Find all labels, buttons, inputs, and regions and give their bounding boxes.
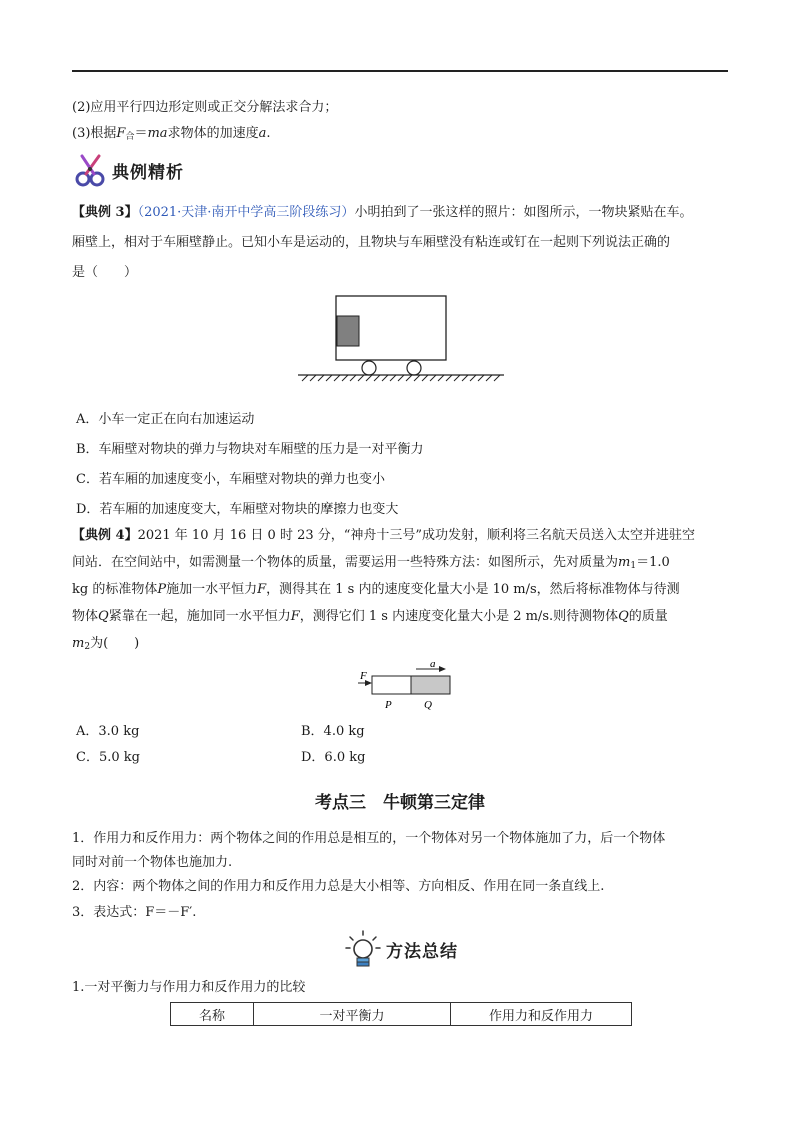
method-summary-banner bbox=[344, 929, 458, 969]
cart-figure bbox=[294, 292, 508, 382]
banner-title: 典例精析 bbox=[112, 162, 184, 183]
banner-title: 方法总结 bbox=[386, 941, 458, 962]
example-4-line-1: 【典例 4】2021 年 10 月 16 日 0 时 23 分，“神舟十三号”成功发射，顺利将三名航天员送入太空并进驻空 bbox=[72, 528, 696, 543]
point-3: 3．表达式：F＝－F′. bbox=[72, 905, 197, 920]
example-4-option-b: B．4.0 kg bbox=[301, 724, 365, 739]
typical-example-banner bbox=[74, 152, 184, 188]
ground-hatch bbox=[302, 375, 500, 381]
example-4-line-5: $m_2$为( ) bbox=[72, 636, 140, 652]
q-label: Q bbox=[424, 699, 432, 711]
accel-label: a bbox=[430, 658, 436, 670]
wheel-left bbox=[362, 361, 376, 375]
example-3-line-2: 厢壁上，相对于车厢壁静止。已知小车是运动的，且物块与车厢壁没有粘连或钉在一起则下列说法正确的 bbox=[72, 235, 671, 250]
example-3-source: （2021·天津·南开中学高三阶段练习） bbox=[137, 205, 355, 220]
header-name: 名称 bbox=[171, 1003, 254, 1026]
lightbulb-icon bbox=[344, 929, 382, 969]
comparison-intro: 1.一对平衡力与作用力和反作用力的比较 bbox=[72, 980, 306, 995]
point-1: 1．作用力和反作用力：两个物体之间的作用总是相互的，一个物体对另一个物体施加了力，后一个物体 bbox=[72, 831, 666, 846]
example-3-line-1: 【典例 3】（2021·天津·南开中学高三阶段练习）小明拍到了一张这样的照片：如图所示，一物块紧贴在车。 bbox=[72, 205, 693, 220]
step-3: (3)根据$F_合=ma$求物体的加速度a. bbox=[72, 126, 271, 142]
example-4-line-2: 间站．在空间站中，如需测量一个物体的质量，需要运用一些特殊方法：如图所示，先对质量为$m_1=1.0$ bbox=[72, 555, 670, 571]
point-2: 2．内容：两个物体之间的作用力和反作用力总是大小相等、方向相反、作用在同一条直线上. bbox=[72, 879, 605, 894]
force-label: F bbox=[360, 670, 367, 682]
header-rule bbox=[72, 70, 728, 72]
example-3-option-a: A．小车一定正在向右加速运动 bbox=[76, 412, 255, 427]
block bbox=[337, 316, 359, 346]
example-4-option-a: A．3.0 kg bbox=[76, 724, 140, 739]
step-2: (2)应用平行四边形定则或正交分解法求合力； bbox=[72, 100, 338, 115]
table-header-row bbox=[171, 1003, 632, 1026]
point-1-cont: 同时对前一个物体也施加力. bbox=[72, 855, 233, 870]
comparison-table bbox=[170, 1002, 632, 1026]
scissors-icon bbox=[74, 152, 108, 188]
block-q bbox=[411, 676, 450, 694]
example-4-line-4: 物体Q紧靠在一起，施加同一水平恒力F，测得它们 1 s 内速度变化量大小是 2 m/s.则待测物体Q的质量 bbox=[72, 609, 668, 624]
example-4-line-3: kg 的标准物体P施加一水平恒力F，测得其在 1 s 内的速度变化量大小是 10 m/s，然后将标准物体与待测 bbox=[72, 582, 680, 597]
block-p bbox=[372, 676, 411, 694]
example-3-line-3: 是（ ） bbox=[72, 265, 138, 280]
example-3-option-d: D．若车厢的加速度变大，车厢壁对物块的摩擦力也变大 bbox=[76, 502, 399, 517]
pq-figure bbox=[352, 655, 462, 711]
wheel-right bbox=[407, 361, 421, 375]
header-balance: 一对平衡力 bbox=[254, 1003, 451, 1026]
example-4-option-d: D．6.0 kg bbox=[301, 750, 366, 765]
example-4-option-c: C．5.0 kg bbox=[76, 750, 140, 765]
p-label: P bbox=[385, 699, 392, 711]
section-title: 考点三 牛顿第三定律 bbox=[315, 793, 485, 813]
header-action-reaction: 作用力和反作用力 bbox=[451, 1003, 632, 1026]
example-3-option-c: C．若车厢的加速度变小，车厢壁对物块的弹力也变小 bbox=[76, 472, 385, 487]
example-3-option-b: B．车厢壁对物块的弹力与物块对车厢壁的压力是一对平衡力 bbox=[76, 442, 424, 457]
